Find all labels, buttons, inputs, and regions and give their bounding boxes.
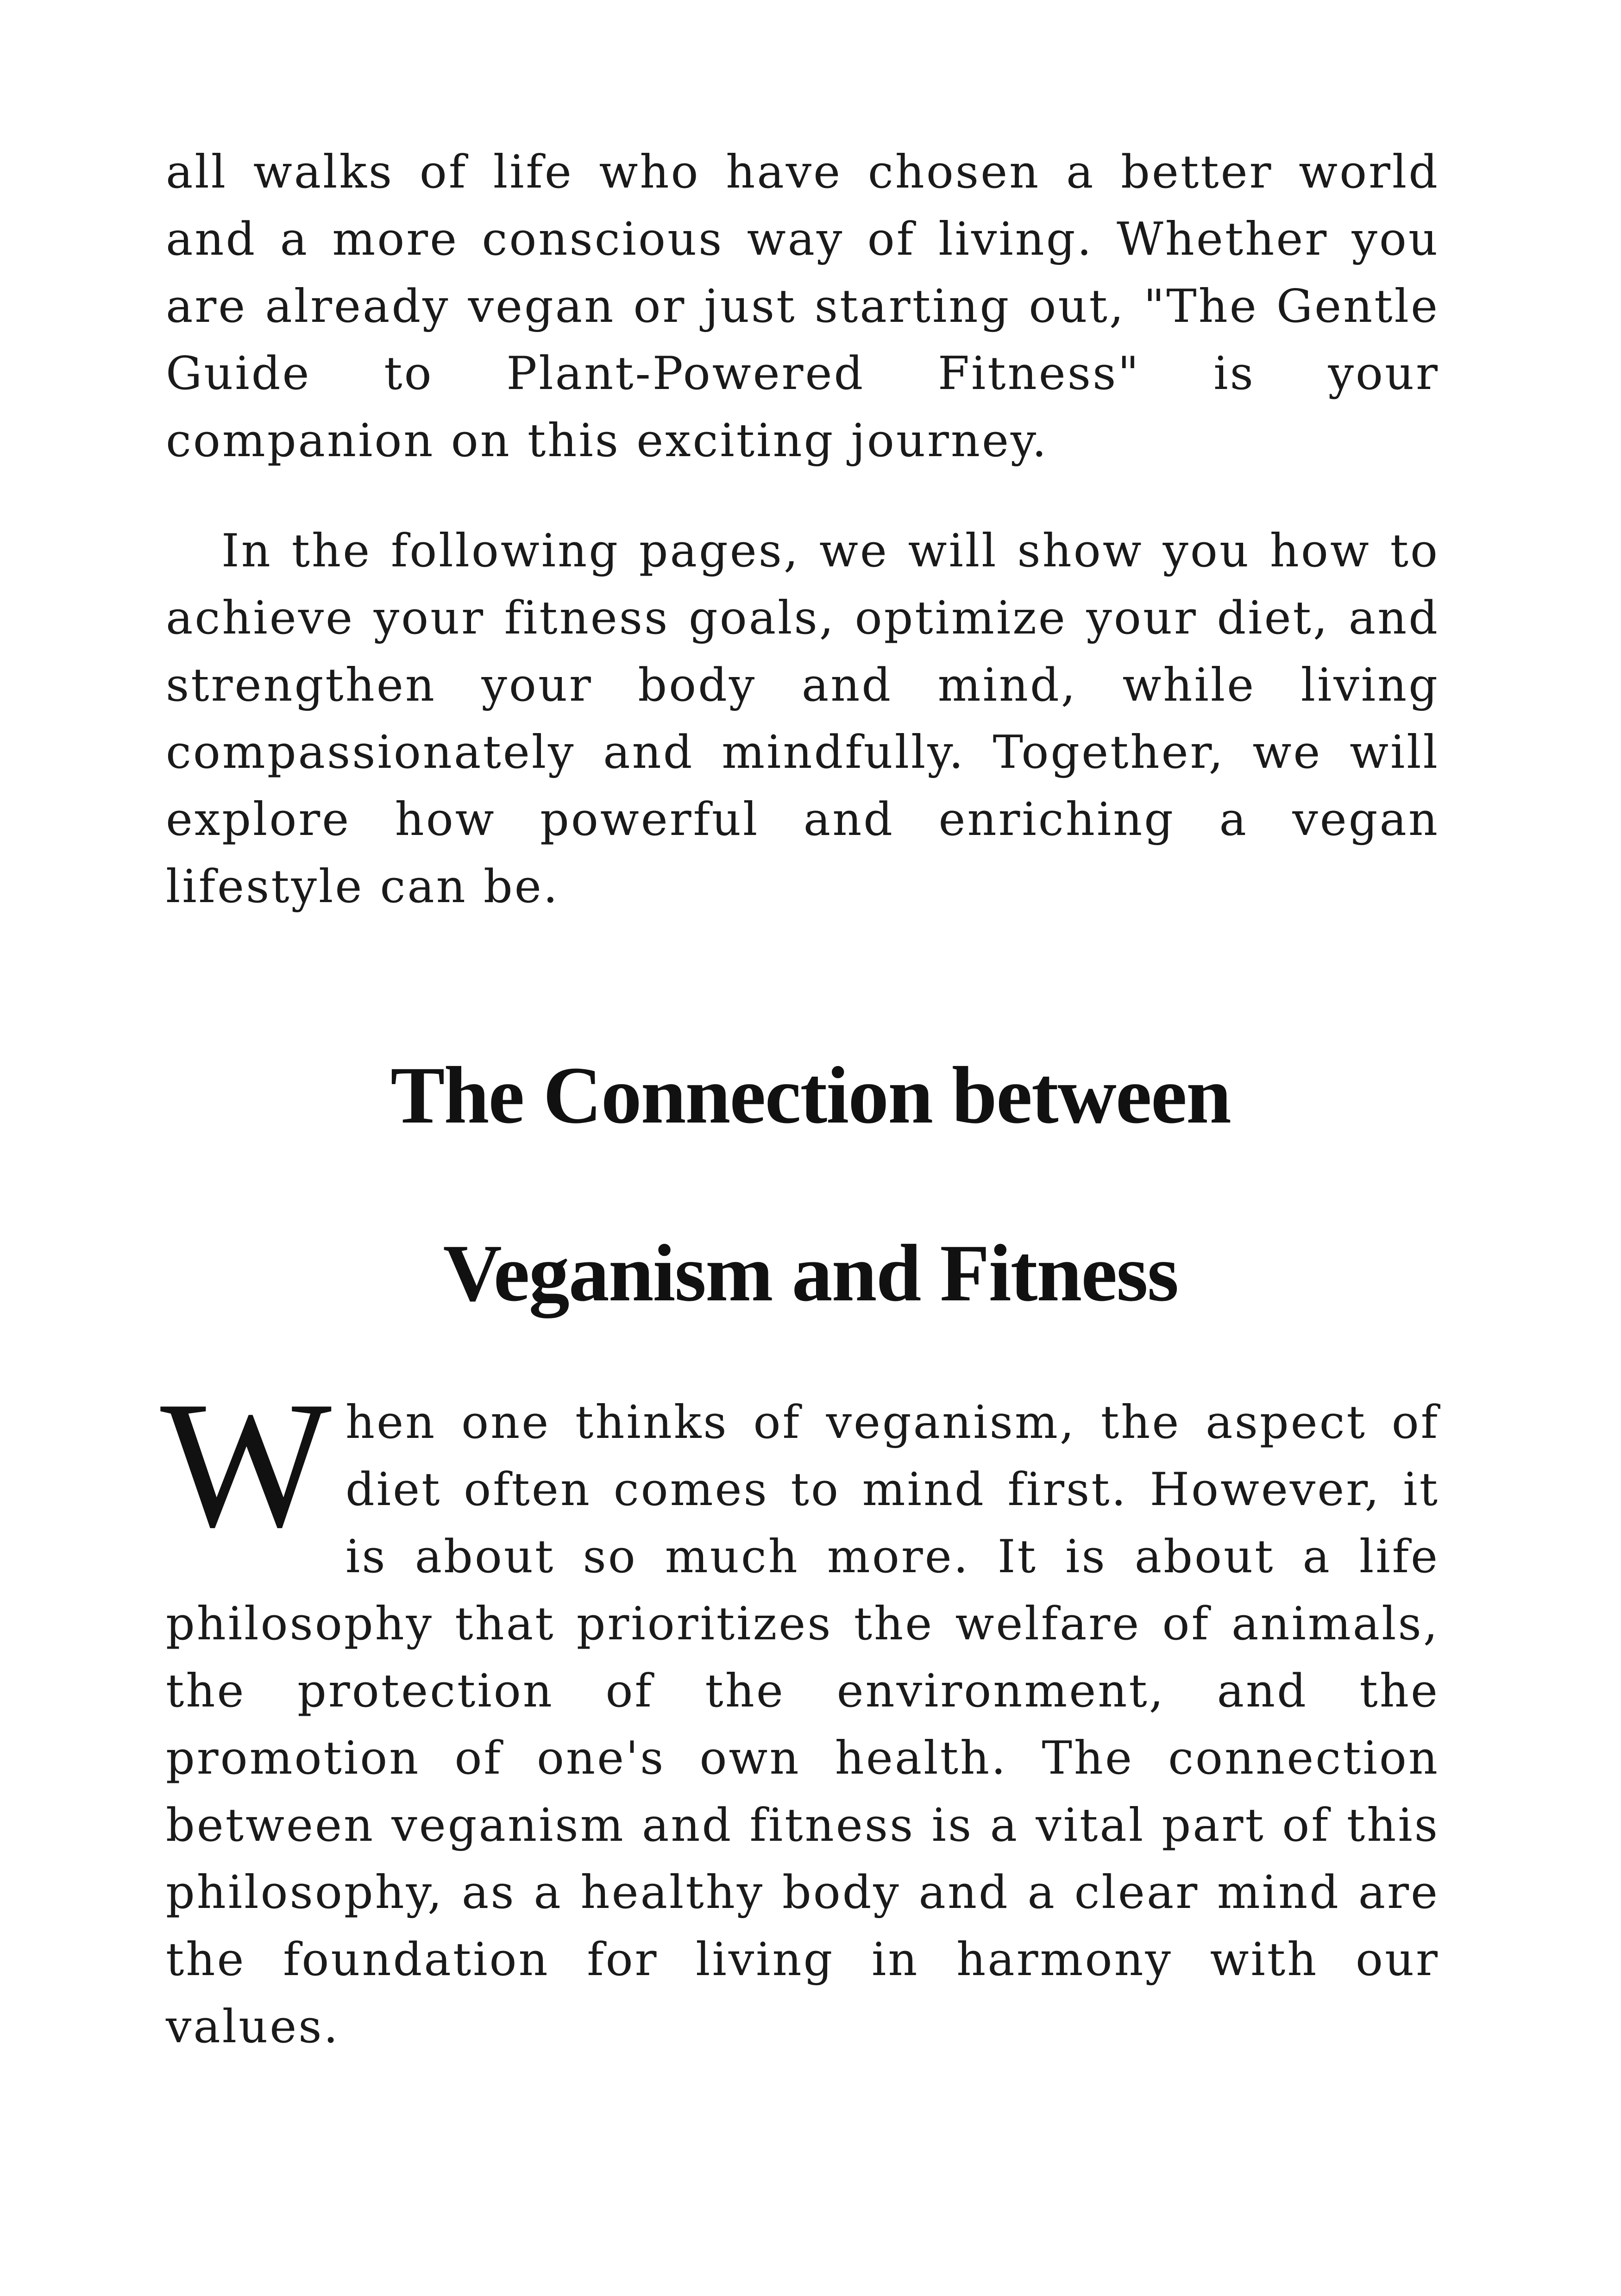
section-heading-line-2: Veganism and Fitness [443,1228,1178,1318]
section-heading-line-1: The Connection between [390,1050,1231,1141]
body-paragraph-following [166,518,1439,921]
paragraph-text: In the following pages, we will show you how to achieve your fitness goals, optimize your diet, and strengthen your body and mind, while living compassionately and mindfully. Together, we will explore how powerful and enriching a vegan lifestyle can be. [166,525,1439,913]
paragraph-text: hen one thinks of veganism, the aspect of diet often comes to mind first. However, it is about so much more. It is about a life philosophy that prioritizes the welfare of animals, the protection of the environment, and the promotion of one's own health. The connection between veganism and fitness is a vital part of this philosophy, as a healthy body and a clear mind are the foundation for living in harmony with our values. [166,1396,1439,2053]
body-paragraph-continued [166,139,1439,475]
section-paragraph [160,1364,1439,2061]
drop-cap-letter: W [160,1364,332,1565]
paragraph-text: all walks of life who have chosen a better world and a more conscious way of living. Whether you are already vegan or just starting out, "The Gentle Guide to Plant-Powered Fitness" is your companion on this exciting journey. [166,146,1439,467]
